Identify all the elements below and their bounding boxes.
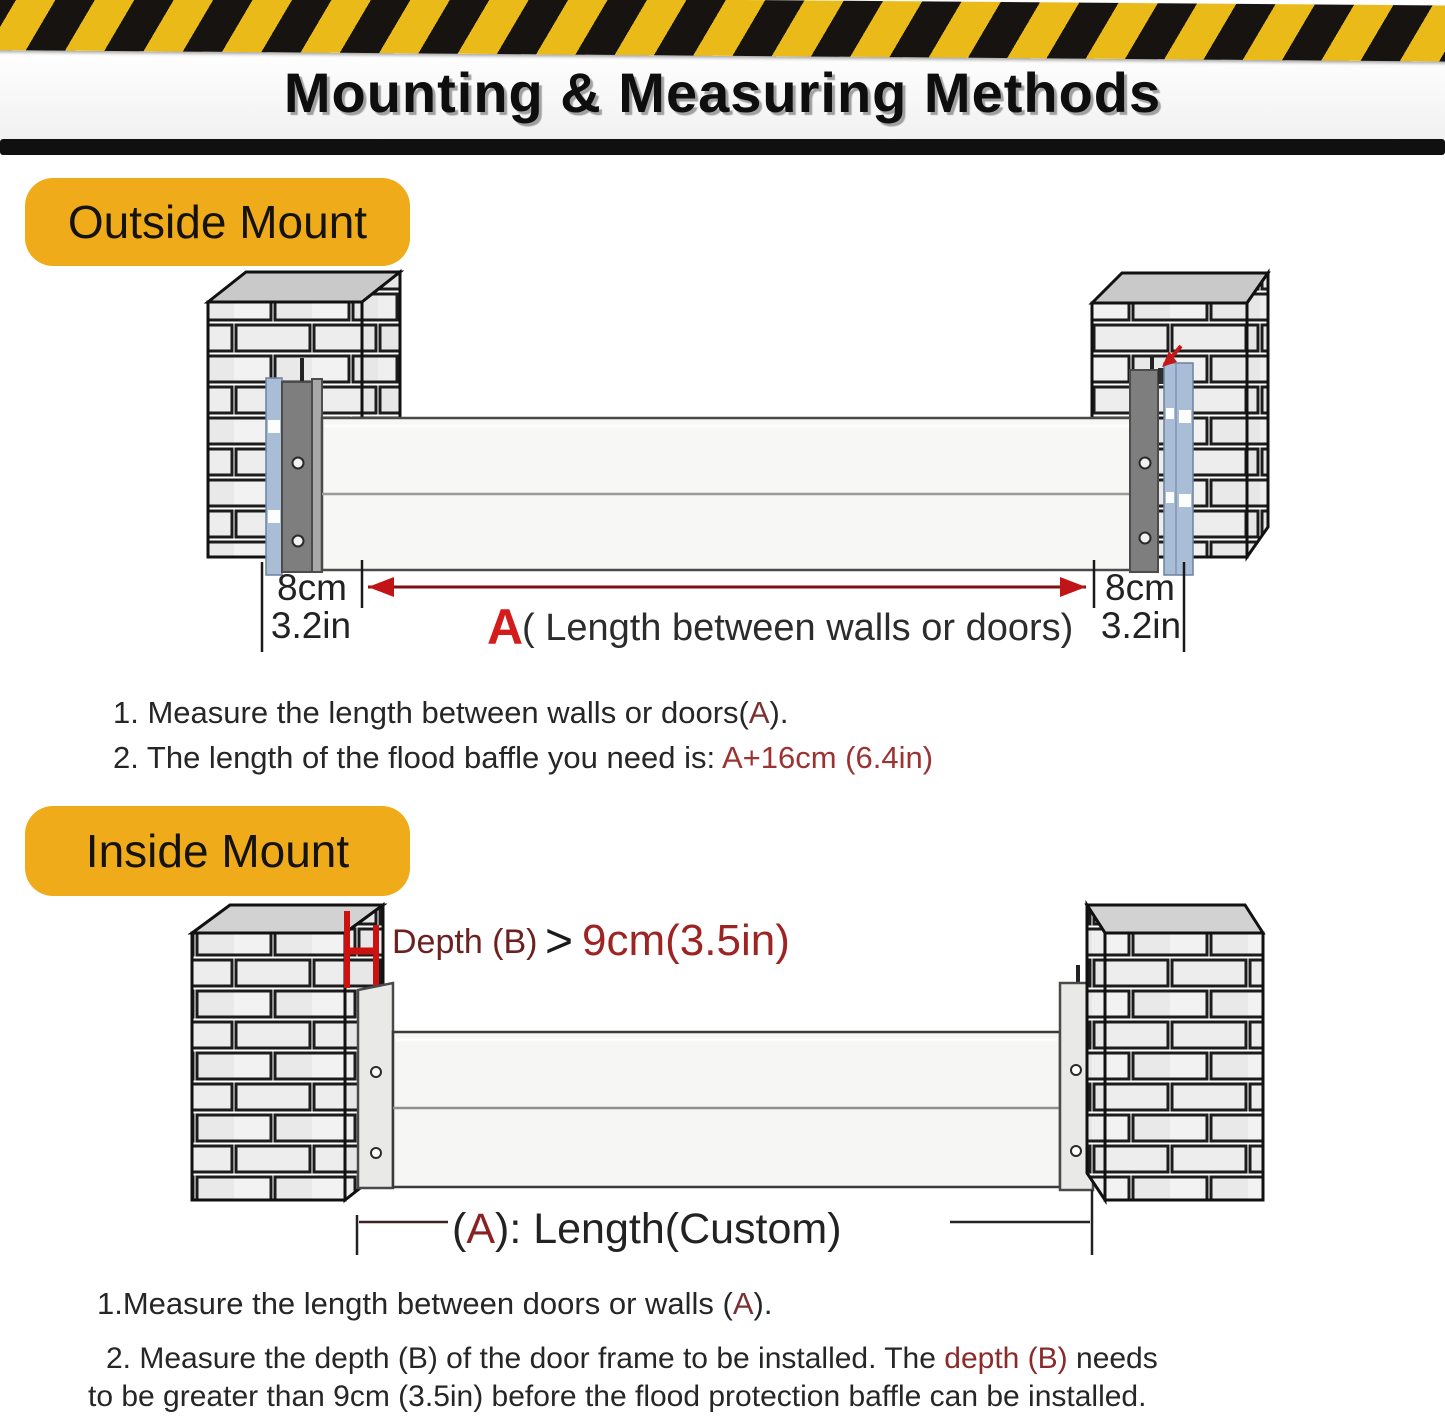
- inside-step-2-line2: to be greater than 9cm (3.5in) before the flood protection baffle can be installed.: [88, 1380, 1147, 1413]
- length-label-a: A: [487, 599, 524, 655]
- inside-step-2-line1: 2. Measure the depth (B) of the door frame to be installed. The depth (B) needs: [106, 1342, 1158, 1375]
- depth-label-text: Depth (B): [392, 923, 538, 961]
- screw-icon: [1071, 1065, 1081, 1075]
- depth-value-text: 9cm(3.5in): [582, 916, 790, 965]
- inside-step-2: [88, 1340, 1158, 1416]
- inside-left-bracket: [358, 983, 393, 1188]
- length-label-text: ( Length between walls or doors): [522, 607, 1074, 649]
- outside-mount-badge-label: Outside Mount: [67, 196, 368, 248]
- outside-left-seal-strip: [266, 378, 282, 575]
- inside-measurements: [357, 1190, 1092, 1255]
- right-8cm-label: 8cm: [1105, 567, 1175, 608]
- inside-mount-badge-label: Inside Mount: [85, 825, 350, 877]
- outside-right-seal-strip: [1164, 363, 1193, 575]
- inside-length-label: (A): Length(Custom): [452, 1205, 842, 1253]
- screw-icon: [1140, 458, 1151, 469]
- depth-label: [392, 915, 790, 968]
- screw-icon: [1140, 533, 1151, 544]
- arrow-left-head-icon: [368, 577, 394, 597]
- outside-flood-baffle: [322, 418, 1132, 570]
- inside-right-pillar: [1087, 905, 1263, 1200]
- outside-measurements: [262, 560, 1184, 655]
- inside-mount-diagram: [0, 895, 1445, 1267]
- left-32in-label: 3.2in: [270, 605, 352, 646]
- screw-icon: [371, 1067, 381, 1077]
- outside-mount-diagram: [0, 260, 1445, 672]
- inside-flood-baffle: [393, 1032, 1060, 1187]
- screw-icon: [1071, 1146, 1081, 1156]
- depth-gt-sign: >: [545, 915, 574, 968]
- outside-mount-badge: [25, 178, 410, 266]
- outside-step-1: 1. Measure the length between walls or doors(A).: [113, 695, 789, 730]
- right-32in-label: 3.2in: [1100, 605, 1182, 646]
- title-divider-bar: [0, 139, 1445, 155]
- inside-mount-badge: [25, 806, 410, 896]
- page-title: Mounting & Measuring Methods: [283, 61, 1162, 124]
- screw-icon: [371, 1148, 381, 1158]
- inside-step-1: 1.Measure the length between doors or walls (A).: [97, 1286, 773, 1321]
- screw-icon: [293, 458, 304, 469]
- outside-step-2: 2. The length of the flood baffle you need is: A+16cm (6.4in): [113, 740, 934, 775]
- screw-icon: [293, 536, 304, 547]
- left-8cm-label: 8cm: [277, 567, 347, 608]
- outside-left-bracket: [282, 358, 322, 572]
- arrow-right-head-icon: [1060, 577, 1086, 597]
